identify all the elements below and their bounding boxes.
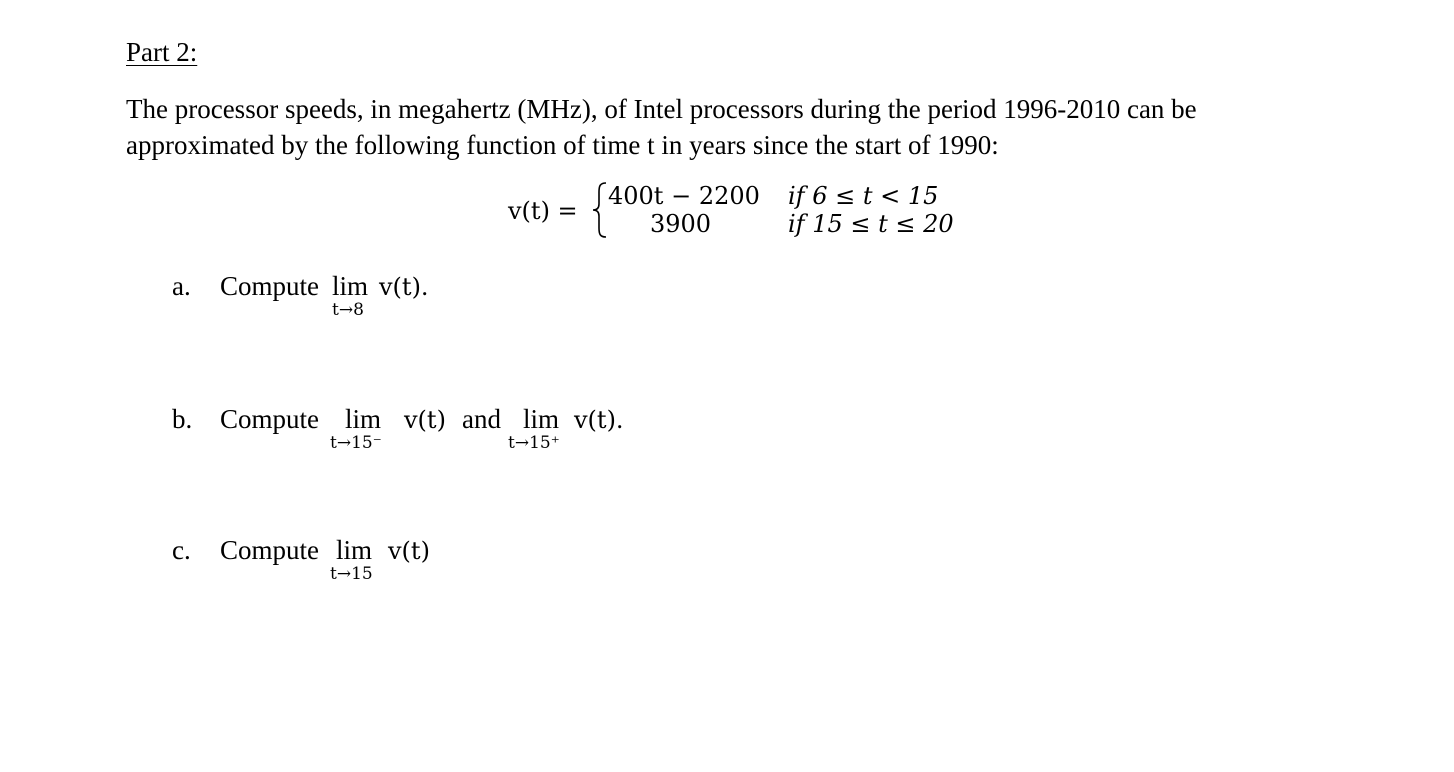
case-2-condition: if 15 ≤ t ≤ 20 (788, 210, 954, 238)
question-b-lim-2-subscript: t→15⁺ (508, 433, 560, 453)
question-a (172, 270, 772, 330)
question-a-lim: lim (332, 271, 369, 301)
question-c-compute: Compute (220, 535, 319, 565)
question-a-function: v(t). (379, 273, 429, 301)
question-b-lim-2: lim (523, 404, 560, 434)
intro-paragraph (126, 91, 1326, 163)
intro-line-2: approximated by the following function of time t in years since the start of 1990: (126, 130, 999, 160)
left-brace-icon (592, 182, 608, 238)
piecewise-equation (508, 180, 988, 242)
case-1-condition: if 6 ≤ t < 15 (788, 182, 939, 210)
question-b-lim-1-subscript: t→15⁻ (330, 433, 382, 453)
equation-lhs: v(t) = (508, 197, 578, 225)
section-heading: Part 2: (126, 37, 198, 67)
question-a-label: a. (172, 271, 191, 301)
question-b-and: and (462, 404, 501, 434)
question-b-compute: Compute (220, 404, 319, 434)
intro-line-1: The processor speeds, in megahertz (MHz), of Intel processors during the period 1996-2010 can be (126, 94, 1197, 124)
question-c-lim: lim (336, 535, 373, 565)
question-c-function: v(t) (388, 537, 430, 565)
question-b-function-2: v(t). (574, 406, 624, 434)
question-b-function-1: v(t) (404, 406, 446, 434)
case-2-expression: 3900 (650, 210, 712, 238)
question-c (172, 534, 772, 594)
question-b (172, 403, 772, 463)
question-b-label: b. (172, 404, 193, 434)
question-a-lim-subscript: t→8 (332, 300, 364, 320)
question-a-compute: Compute (220, 271, 319, 301)
question-c-lim-subscript: t→15 (330, 564, 373, 584)
case-1-expression: 400t − 2200 (608, 182, 760, 210)
question-c-label: c. (172, 535, 191, 565)
question-b-lim-1: lim (345, 404, 382, 434)
